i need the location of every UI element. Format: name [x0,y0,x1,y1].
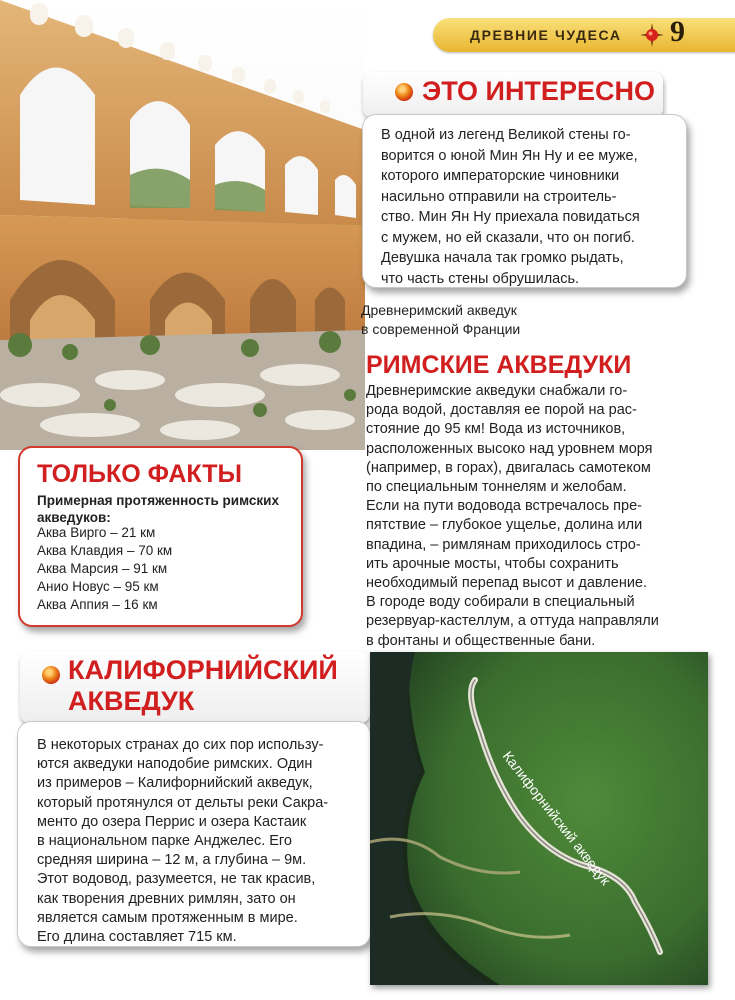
text-line: что часть стены обрушилась. [381,270,580,287]
text-line: стояние до 95 км! Вода из источников, [366,421,626,438]
bullet-dot-icon [395,83,413,101]
text-line: по специальным тоннелям и желобам. [366,479,627,496]
text-line: Если на пути водовода встречалось пре- [366,498,642,515]
list-item: Аква Вирго – 21 км [37,525,156,540]
text-line: ются акведуки наподобие римских. Один [37,756,313,773]
roman-aqueducts-heading: РИМСКИЕ АКВЕДУКИ [366,351,632,379]
list-item: Аква Клавдия – 70 км [37,543,173,558]
text-line: ство. Мин Ян Ну приехала повидаться [381,209,640,225]
facts-subtitle [37,492,297,526]
interesting-text [381,125,681,289]
california-text [37,736,362,947]
text-line: В городе воду собирали в специальный [366,594,635,611]
california-aqueduct-aerial-photo [370,652,708,985]
list-item: Анио Новус – 95 км [37,579,159,594]
pont-du-gard-photo [0,0,365,450]
text-line: с мужем, но ей сказали, что он погиб. [381,229,635,246]
text-line: резервуар-кастеллум, а оттуда направляли [366,613,659,630]
text-line: Девушка начала так громко рыдать, [381,250,624,266]
text-line: (например, в горах), двигалась самотеком [366,459,651,476]
text-line: ворится о юной Мин Ян Ну и ее муже, [381,147,638,164]
text-line: в национальном парке Анджелес. Его [37,833,292,850]
text-line: насильно отправили на строитель- [381,188,617,205]
facts-title: ТОЛЬКО ФАКТЫ [37,460,243,488]
text-line: Этот водовод, разумеется, не так красив, [37,871,316,888]
text-line: рода водой, доставляя ее порой на рас- [366,402,637,419]
roman-aqueducts-text [366,382,722,651]
text-line: является самым протяженным в мире. [37,909,298,926]
compass-icon [640,23,664,47]
photo-caption [361,301,520,339]
text-line: необходимый перепад высот и давление. [366,575,648,592]
text-line: ить арочные мосты, чтобы сохранить [366,555,619,572]
photo-caption-line: в современной Франции [361,321,521,337]
text-line: менто до озера Перрис и озера Кастаик [37,813,307,830]
text-line: Примерная протяженность римских [37,493,279,508]
page-number: 9 [670,15,685,48]
text-line: в фонтаны и общественные бани. [366,632,596,649]
text-line: Древнеримские акведуки снабжали го- [366,383,628,399]
text-line: акведуков: [37,510,111,525]
bullet-dot-icon [42,666,60,684]
section-title: ДРЕВНИЕ ЧУДЕСА [470,27,622,43]
list-item: Аква Аппия – 16 км [37,597,158,612]
facts-list [37,524,172,614]
text-line: как творения древних римлян, зато он [37,890,296,907]
text-line: Его длина составляет 715 км. [37,929,237,946]
text-line: расположенных высоко над уровнем моря [366,440,653,457]
text-line: впадина, – римлянам приходилось стро- [366,536,641,553]
interesting-title: ЭТО ИНТЕРЕСНО [422,76,655,106]
text-line: В некоторых странах до сих пор использу- [37,737,324,753]
california-title-line2: АКВЕДУК [68,686,195,716]
text-line: который протянулся от дельты реки Сакра- [37,794,329,811]
map-label: Калифорнийский акведук [499,747,614,888]
text-line: пятствие – глубокое ущелье, долина или [366,517,643,534]
photo-caption-line: Древнеримский акведук [361,302,517,318]
text-line: В одной из легенд Великой стены го- [381,127,631,143]
california-title-line1: КАЛИФОРНИЙСКИЙ [68,655,338,685]
list-item: Аква Марсия – 91 км [37,561,168,576]
text-line: из примеров – Калифорнийский акведук, [37,775,313,792]
text-line: которого императорские чиновники [381,168,620,184]
text-line: средняя ширина – 12 м, а глубина – 9м. [37,852,307,869]
